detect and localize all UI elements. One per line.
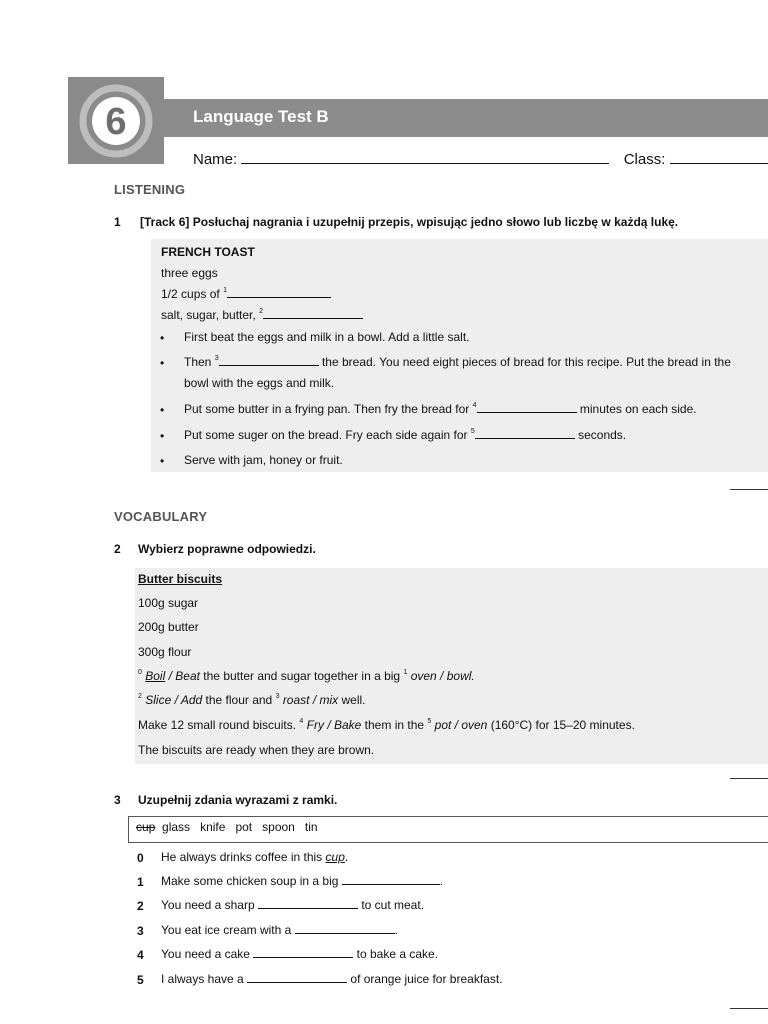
gap-sentence-4[interactable] [253, 948, 353, 958]
score-line-2[interactable] [730, 778, 768, 779]
word-cup: cup [136, 820, 156, 834]
bullet: • [160, 356, 165, 370]
name-class-row [193, 151, 768, 168]
question-3-instruction: Uzupełnij zdania wyrazami z ramki. [138, 793, 338, 807]
method-line-1: $^0$ Boil / Beat the butter and sugar together in a big $^1$ oven / bowl. [138, 669, 475, 683]
bullet: • [160, 454, 165, 468]
bullet: • [160, 403, 165, 417]
bullet: • [160, 331, 165, 345]
sentence-number: 1 [137, 875, 144, 889]
sentence-0: He always drinks coffee in this cup. [161, 850, 349, 864]
sentence-3: You eat ice cream with a . [161, 923, 398, 937]
sentence-4: You need a cake to bake a cake. [161, 947, 439, 961]
sentence-5: I always have a of orange juice for breakfast. [161, 972, 503, 986]
choice-roast-mix[interactable]: roast / mix [282, 693, 339, 707]
unit-badge [68, 77, 164, 164]
sentence-1: Make some chicken soup in a big . [161, 874, 444, 888]
gap-4[interactable] [477, 403, 577, 413]
sentence-number: 5 [137, 973, 144, 987]
step-3: Put some butter in a frying pan. Then fry the bread for $^4$ minutes on each side. [184, 402, 697, 416]
sentence-number: 0 [137, 851, 144, 865]
ingredient-2: 200g butter [138, 620, 199, 634]
unit-number: 6 [105, 101, 127, 143]
gap-sentence-2[interactable] [258, 899, 358, 909]
example-answer: cup [325, 850, 345, 864]
score-line-3[interactable] [730, 1008, 768, 1009]
choice-oven-bowl[interactable]: oven / bowl. [410, 669, 475, 683]
ingredient-3: salt, sugar, butter, $^2$ [161, 309, 363, 321]
word-knife: knife [200, 820, 226, 834]
method-line-3: Make 12 small round biscuits. $^4$ Fry / Bake them in the $^5$ pot / oven (160°C) for 15–20 minutes. [138, 718, 635, 732]
unit-number-icon [68, 77, 164, 164]
ingredient-1: 100g sugar [138, 596, 199, 610]
ingredient-3: 300g flour [138, 645, 192, 659]
section-title-vocabulary: VOCABULARY [114, 509, 208, 524]
question-number-3: 3 [114, 793, 121, 807]
word-spoon: spoon [262, 820, 295, 834]
choice-slice-add[interactable]: Slice / Add [145, 693, 203, 707]
choice-fry-bake[interactable]: Fry / Bake [306, 718, 362, 732]
sentence-number: 2 [137, 899, 144, 913]
recipe-title: FRENCH TOAST [161, 245, 255, 259]
word-glass: glass [162, 820, 191, 834]
gap-3[interactable] [219, 356, 319, 366]
question-number-1: 1 [114, 215, 121, 229]
sentence-number: 4 [137, 948, 144, 962]
name-field[interactable] [241, 162, 609, 164]
step-1: First beat the eggs and milk in a bowl. Add a little salt. [184, 330, 470, 344]
ingredient-2: 1/2 cups of $^1$ [161, 288, 331, 300]
question-number-2: 2 [114, 542, 121, 556]
ingredient-1: three eggs [161, 266, 218, 280]
score-line-1[interactable] [730, 489, 768, 490]
step-2: Then $^3$ the bread. You need eight pieces of bread for this recipe. Put the bread in the [184, 355, 731, 369]
word-box-words [136, 821, 318, 833]
question-1-instruction: [Track 6] Posłuchaj nagrania i uzupełnij przepis, wpisując jedno słowo lub liczbę w każdą lukę. [140, 215, 679, 229]
page-title: Language Test B [193, 107, 329, 126]
gap-sentence-1[interactable] [342, 875, 440, 885]
sentence-2: You need a sharp to cut meat. [161, 898, 425, 912]
question-2-instruction: Wybierz poprawne odpowiedzi. [138, 542, 316, 556]
class-field[interactable] [670, 162, 768, 164]
section-title-listening: LISTENING [114, 182, 186, 197]
gap-sentence-3[interactable] [295, 924, 395, 934]
gap-sentence-5[interactable] [247, 973, 347, 983]
choice-pot-oven[interactable]: pot / oven [434, 718, 488, 732]
word-pot: pot [235, 820, 253, 834]
gap-2[interactable] [263, 309, 363, 319]
recipe-title: Butter biscuits [138, 572, 223, 586]
gap-5[interactable] [475, 429, 575, 439]
word-tin: tin [304, 820, 318, 834]
choice-beat[interactable]: Beat [175, 669, 200, 683]
name-label: Name: [193, 151, 238, 168]
step-5: Serve with jam, honey or fruit. [184, 453, 343, 467]
recipe-box-butter-biscuits [135, 568, 768, 764]
step-4: Put some suger on the bread. Fry each side again for $^5$ seconds. [184, 428, 627, 442]
step-2-continued: bowl with the eggs and milk. [184, 376, 335, 390]
sentence-number: 3 [137, 924, 144, 938]
choice-boil[interactable]: Boil [145, 669, 166, 683]
gap-1[interactable] [227, 288, 331, 298]
class-label: Class: [623, 151, 666, 168]
method-line-2: $^2$ Slice / Add the flour and $^3$ roast / mix well. [138, 693, 366, 707]
method-line-4: The biscuits are ready when they are brown. [138, 743, 375, 757]
bullet: • [160, 429, 165, 443]
